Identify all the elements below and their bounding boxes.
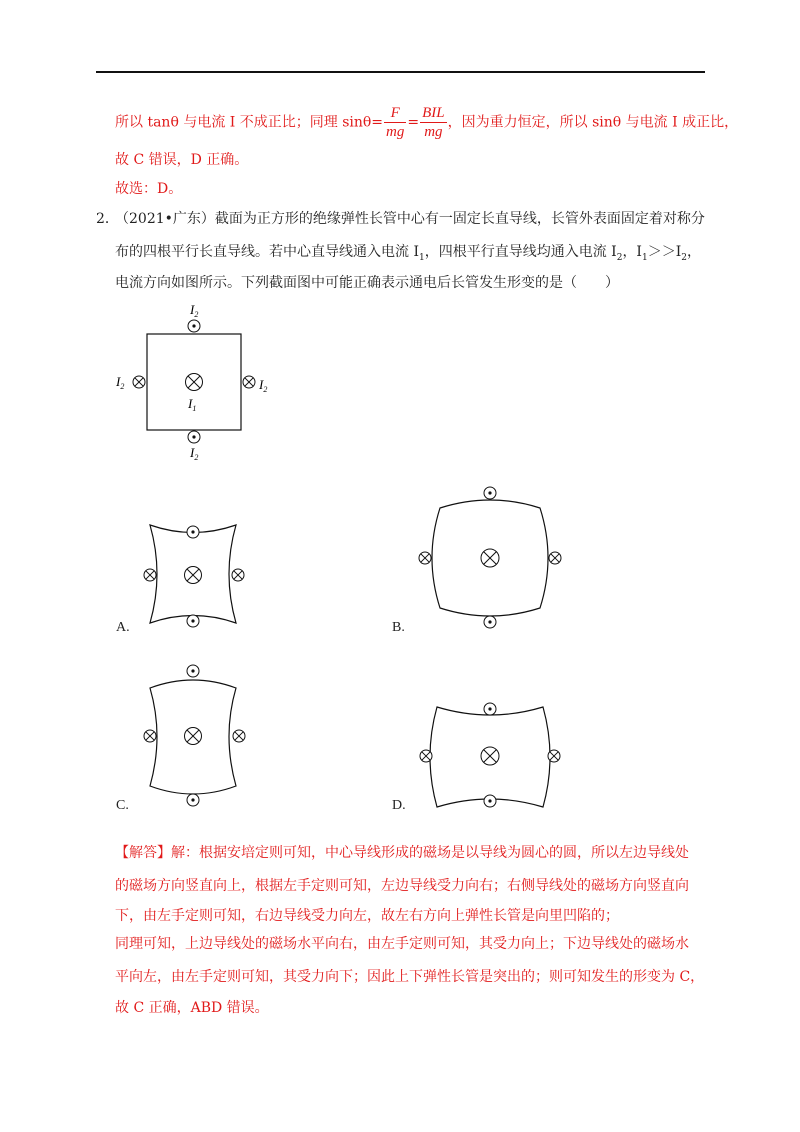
label-i2-right: $I_2$ (259, 377, 268, 394)
option-a-label: A. (116, 620, 130, 635)
question-line-3: 电流方向如图所示。下列截面图中可能正确表示通电后长管发生形变的是（ ） (115, 275, 619, 291)
label-i2-top: $I_2$ (190, 302, 199, 319)
option-d-label: D. (392, 798, 406, 813)
prev-answer-text-a: 所以 tanθ 与电流 I 不成正比；同理 sinθ= (115, 114, 384, 131)
solution-line-1: 【解答】解：根据安培定则可知，中心导线形成的磁场是以导线为圆心的圆，所以左边导线处 (115, 845, 689, 861)
prev-answer-line-1 (115, 104, 738, 141)
current-in-icon-center (185, 567, 202, 584)
label-i1: $I_1$ (188, 396, 197, 413)
current-out-icon-top (484, 703, 496, 715)
current-in-icon-right (549, 552, 561, 564)
option-d-figure (415, 695, 570, 820)
solution-line-4: 同理可知，上边导线处的磁场水平向右，由左手定则可知，其受力向上；下边导线处的磁场水 (115, 936, 689, 952)
prev-answer-text-b: ，因为重力恒定，所以 sinθ 与电流 I 成正比， (447, 114, 739, 131)
current-in-icon-left (420, 750, 432, 762)
option-b-label: B. (392, 620, 405, 635)
current-in-icon-right (232, 569, 244, 581)
current-out-icon-bottom (188, 431, 200, 443)
current-in-icon-left (144, 730, 156, 742)
prev-answer-line-3: 故选：D。 (115, 181, 183, 197)
current-in-icon-center (481, 549, 499, 567)
label-i2-bottom: $I_2$ (190, 445, 199, 462)
header-rule (96, 71, 705, 73)
fraction-f-over-mg: $\frac{F}{mg}$ (386, 105, 405, 140)
current-out-icon-bottom (484, 795, 496, 807)
current-out-icon-top (187, 526, 199, 538)
solution-line-2: 的磁场方向竖直向上，根据左手定则可知，左边导线受力向右；右侧导线处的磁场方向竖直向 (115, 878, 689, 894)
question-line-2: 布的四根平行长直导线。若中心直导线通入电流 $I_1$，四根平行直导线均通入电流 $I_2$，$I_1>>I_2$， (115, 244, 701, 263)
solution-line-6: 故 C 正确，ABD 错误。 (115, 1000, 269, 1016)
current-out-icon-bottom (187, 794, 199, 806)
current-out-icon-top (188, 320, 200, 332)
current-in-icon-left (133, 376, 145, 388)
label-i2-left: $I_2$ (116, 374, 125, 391)
current-in-icon-left (419, 552, 431, 564)
current-in-icon-left (144, 569, 156, 581)
question-number: 2． (96, 211, 119, 227)
solution-tag: 【解答】 (115, 845, 171, 861)
main-cross-section-figure (110, 300, 280, 470)
question-line-1: （2021•广东）截面为正方形的绝缘弹性长管中心有一固定长直导线，长管外表面固定着对称分 (115, 211, 705, 227)
current-in-icon-right (548, 750, 560, 762)
current-out-icon-bottom (187, 615, 199, 627)
option-a-figure (130, 515, 260, 635)
current-in-icon-center (481, 747, 499, 765)
current-out-icon-top (187, 665, 199, 677)
option-c-label: C. (116, 798, 129, 813)
current-out-icon-top (484, 487, 496, 499)
current-in-icon-center (185, 728, 202, 745)
equals-sign: = (407, 114, 420, 131)
current-out-icon-bottom (484, 616, 496, 628)
current-in-icon-right (233, 730, 245, 742)
option-c-figure (130, 660, 260, 810)
prev-answer-line-2: 故 C 错误，D 正确。 (115, 152, 249, 168)
option-b-figure (415, 483, 570, 633)
solution-line-3: 下，由左手定则可知，右边导线受力向左，故左右方向上弹性长管是向里凹陷的； (115, 908, 619, 924)
current-in-icon-center (186, 374, 203, 391)
fraction-bil-over-mg: $\frac{\text{BIL}}{mg}$ (422, 105, 445, 140)
current-in-icon-right (243, 376, 255, 388)
solution-line-5: 平向左，由左手定则可知，其受力向下；因此上下弹性长管是突出的；则可知发生的形变为 C， (115, 969, 705, 985)
